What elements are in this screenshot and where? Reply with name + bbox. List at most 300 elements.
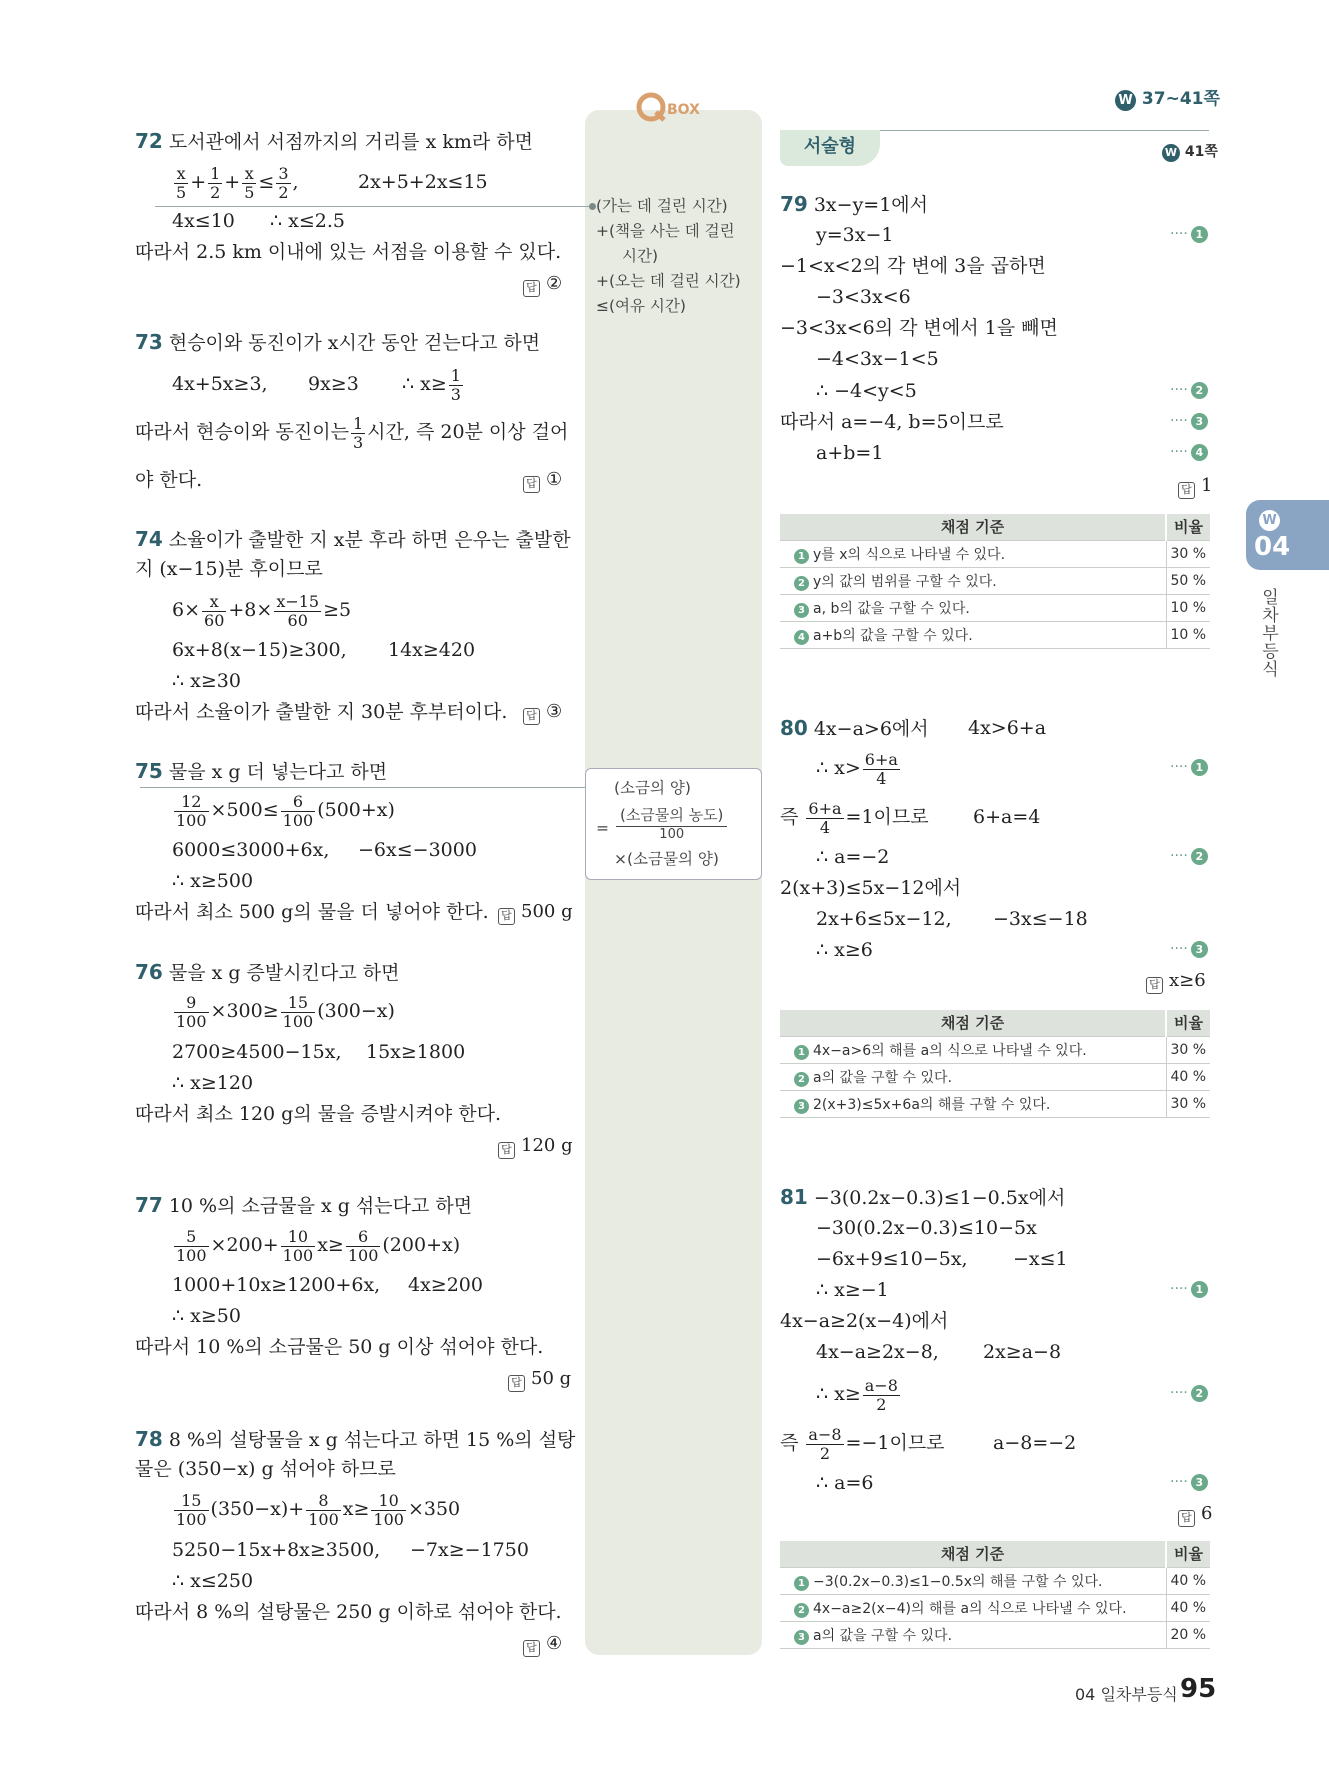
expr: −3(0.2x−0.3)≤1−0.5x에서: [813, 1187, 1066, 1209]
criteria-pct: 40 %: [1166, 1063, 1210, 1090]
q-note-line: +(오는 데 걸린 시간): [596, 272, 741, 290]
problem-81-line5b: 2x≥a−8: [983, 1341, 1062, 1363]
problem-80-line2c: 6+a=4: [973, 806, 1041, 828]
problem-72-answer: [523, 272, 562, 297]
expr: (350−x)+: [210, 1498, 305, 1520]
problem-81-line8: ∴ a=6: [816, 1472, 874, 1494]
connector-line: [140, 787, 586, 788]
problem-80-line0b: 4x>6+a: [968, 717, 1047, 739]
fraction: [274, 593, 321, 630]
problem-text: 도서관에서 서점까지의 거리를 x km라 하면: [168, 131, 533, 153]
criteria-header: 채점 기준: [780, 1541, 1166, 1567]
problem-74-intro: [135, 527, 571, 552]
problem-text: 물을 x g 증발시킨다고 하면: [168, 962, 400, 984]
fraction: [276, 165, 290, 202]
fraction: [806, 1426, 843, 1463]
expr: 즉: [780, 1432, 799, 1454]
frac-den: 5: [244, 182, 255, 202]
criteria-ratio-header: 비율: [1166, 1010, 1210, 1036]
expr: (500+x): [317, 799, 395, 821]
problem-78-intro2: 물은 (350−x) g 섞어야 하므로: [135, 1458, 396, 1480]
criteria-row: [780, 1567, 1210, 1594]
fraction: [806, 800, 843, 837]
text: 시간, 즉 20분 이상 걸어: [367, 421, 569, 443]
q-note-line: 시간): [622, 247, 658, 265]
section-label: [780, 130, 880, 166]
problem-76-conclusion: 따라서 최소 120 g의 물을 증발시켜야 한다.: [135, 1103, 502, 1125]
problem-text: 8 %의 설탕물을 x g 섞는다고 하면 15 %의 설탕: [168, 1429, 576, 1451]
frac-num: 6: [281, 793, 316, 812]
problem-number: 77: [135, 1193, 163, 1217]
expr: 4x−a>6에서: [813, 718, 929, 740]
problem-80-line6: ∴ x≥6: [816, 939, 873, 961]
expr: 즉: [780, 806, 799, 828]
frac-num: 3: [278, 163, 289, 183]
expr: ×350: [407, 1498, 461, 1520]
frac-den: 3: [352, 432, 364, 452]
problem-79-line1: y=3x−1: [816, 224, 894, 246]
q-logo-icon: [636, 92, 666, 122]
problem-75-line1: [172, 790, 395, 830]
connector-line: [155, 206, 591, 207]
q-note-salt-num: (소금물의 농도): [616, 804, 727, 827]
criteria-pct: 30 %: [1166, 1036, 1210, 1063]
frac-den: 2: [876, 1394, 887, 1414]
fraction: [174, 1492, 209, 1529]
problem-75-conclusion: 따라서 최소 500 g의 물을 더 넣어야 한다.: [135, 901, 489, 923]
frac-den: 100: [176, 1245, 207, 1265]
section-ref: [1162, 141, 1218, 162]
problem-number: 79: [780, 192, 808, 216]
answer-value: ①: [546, 469, 563, 490]
criteria-text: a의 값을 구할 수 있다.: [813, 1627, 953, 1644]
step-marker: [1170, 1474, 1208, 1491]
q-box-logo-text: BOX: [667, 102, 700, 118]
problem-73-answer: [523, 468, 562, 493]
problem-78-line2a: 5250−15x+8x≥3500,: [172, 1539, 381, 1561]
criteria-ratio-header: 비율: [1166, 1541, 1210, 1567]
problem-79-line7: 따라서 a=−4, b=5이므로: [780, 411, 1004, 433]
problem-79-line6: ∴ −4<y<5: [816, 380, 917, 402]
criteria-text: a+b의 값을 구할 수 있다.: [813, 627, 973, 644]
answer-icon: 답: [1146, 977, 1163, 994]
criteria-header: 채점 기준: [780, 1010, 1166, 1036]
criteria-text: 4x−a>6의 해를 a의 식으로 나타낼 수 있다.: [813, 1042, 1087, 1059]
answer-value: x≥6: [1169, 970, 1206, 991]
problem-79-answer: [1178, 474, 1212, 499]
frac-num: 6+a: [864, 749, 898, 769]
step-number-icon: 2: [1191, 848, 1208, 865]
fraction: [174, 1228, 209, 1265]
problem-77-intro: [135, 1193, 472, 1218]
frac-den: 100: [282, 1011, 314, 1031]
answer-icon: 답: [523, 708, 540, 725]
problem-76-intro: [135, 960, 399, 985]
expr: ×300≥: [210, 1000, 279, 1022]
step-arrow: ····: [1170, 848, 1188, 864]
criteria-number-icon: 2: [794, 576, 809, 591]
footer-chapter: 04 일차부등식: [1075, 1685, 1178, 1704]
q-note-line: ≤(여유 시간): [596, 297, 686, 315]
criteria-table-80: [780, 1010, 1210, 1118]
step-arrow: ····: [1170, 226, 1188, 242]
step-marker: [1170, 848, 1208, 865]
fraction: [371, 1492, 406, 1529]
frac-num: x: [202, 593, 226, 612]
chapter-tab-badge: [1259, 509, 1280, 531]
criteria-row: [780, 621, 1210, 648]
problem-74-intro2: 지 (x−15)분 후이므로: [135, 558, 323, 580]
criteria-table-81: [780, 1541, 1210, 1649]
problem-81-line0: [780, 1185, 1065, 1210]
operator: +: [190, 171, 207, 193]
problem-text: 물을 x g 더 넣는다고 하면: [168, 761, 388, 783]
criteria-text: 4x−a≥2(x−4)의 해를 a의 식으로 나타낼 수 있다.: [813, 1600, 1127, 1617]
fraction: [174, 793, 209, 830]
frac-den: 60: [204, 610, 225, 630]
answer-icon: 답: [498, 908, 515, 925]
criteria-number-icon: 3: [794, 603, 809, 618]
fraction: [863, 751, 900, 788]
problem-77-line1: [172, 1225, 460, 1265]
step-number-icon: 4: [1191, 444, 1208, 461]
problem-81-line6: [816, 1374, 902, 1414]
criteria-pct: 40 %: [1166, 1594, 1210, 1621]
problem-76-answer: [498, 1134, 573, 1159]
answer-icon: 답: [1178, 1510, 1195, 1527]
frac-den: 2: [819, 1443, 831, 1463]
problem-81-line7: [780, 1423, 945, 1463]
problem-72-intro: [135, 129, 533, 154]
step-marker: [1170, 1281, 1208, 1298]
problem-72-line1-rest: 2x+5+2x≤15: [358, 171, 488, 193]
criteria-pct: 50 %: [1166, 567, 1210, 594]
criteria-row: [780, 1594, 1210, 1621]
answer-value: 500 g: [521, 901, 573, 922]
problem-74-answer: [523, 700, 562, 725]
answer-icon: 답: [1178, 482, 1195, 499]
problem-81-line5a: 4x−a≥2x−8,: [816, 1341, 939, 1363]
step-marker: [1170, 1385, 1208, 1402]
page-number: 95: [1180, 1674, 1217, 1704]
criteria-number-icon: 2: [794, 1072, 809, 1087]
criteria-text: y를 x의 식으로 나타낼 수 있다.: [813, 546, 1006, 563]
problem-77-line2b: 4x≥200: [408, 1274, 483, 1296]
fraction: [346, 1228, 381, 1265]
q-box-logo: [636, 92, 700, 126]
criteria-header: 채점 기준: [780, 514, 1166, 540]
expr: x≥: [342, 1498, 370, 1520]
q-note-salt-top: (소금의 양): [614, 779, 691, 797]
expr: ∴ x≥: [402, 373, 447, 395]
problem-73-conclusion2: 야 한다.: [135, 469, 203, 491]
problem-79-line0: [780, 192, 928, 217]
operator: ≤: [258, 171, 275, 193]
problem-77-answer: [508, 1367, 571, 1392]
problem-75-line2a: 6000≤3000+6x,: [172, 839, 330, 861]
section-ref-page: 41쪽: [1184, 144, 1218, 160]
problem-80-line5a: 2x+6≤5x−12,: [816, 908, 952, 930]
step-number-icon: 2: [1191, 382, 1208, 399]
answer-icon: 답: [523, 476, 540, 493]
operator: ≥5: [323, 599, 352, 621]
problem-number: 81: [780, 1185, 808, 1209]
frac-den: 100: [176, 1509, 207, 1529]
frac-num: 1: [352, 413, 364, 433]
problem-79-line8: a+b=1: [816, 442, 884, 464]
frac-num: a−8: [808, 1424, 842, 1444]
criteria-row: [780, 1090, 1210, 1117]
criteria-text: a, b의 값을 구할 수 있다.: [813, 600, 970, 617]
step-number-icon: 3: [1191, 941, 1208, 958]
frac-num: 1: [210, 163, 221, 183]
q-note-salt-eq: =: [596, 819, 609, 837]
answer-icon: 답: [498, 1142, 515, 1159]
operator: +8×: [228, 599, 273, 621]
problem-78-line2b: −7x≥−1750: [410, 1539, 529, 1561]
problem-text: 10 %의 소금물을 x g 섞는다고 하면: [168, 1195, 473, 1217]
frac-den: 100: [176, 1011, 207, 1031]
frac-num: 5: [174, 1228, 209, 1247]
fraction: [351, 415, 365, 452]
step-number-icon: 1: [1191, 759, 1208, 776]
q-note-line: +(책을 사는 데 걸린: [596, 222, 735, 240]
problem-73-line1a: 4x+5x≥3,: [172, 373, 268, 395]
problem-73-conclusion: [135, 412, 568, 452]
problem-81-line2b: −x≤1: [1013, 1248, 1068, 1270]
step-marker: [1170, 444, 1208, 461]
criteria-number-icon: 1: [794, 1576, 809, 1591]
problem-81-line7c: a−8=−2: [993, 1432, 1077, 1454]
problem-79-line3: −3<3x<6: [816, 286, 911, 308]
step-marker: [1170, 941, 1208, 958]
criteria-number-icon: 2: [794, 1603, 809, 1618]
problem-76-line3: ∴ x≥120: [172, 1072, 254, 1094]
step-number-icon: 1: [1191, 226, 1208, 243]
step-arrow: ····: [1170, 413, 1188, 429]
answer-icon: 답: [523, 280, 540, 297]
step-marker: [1170, 759, 1208, 776]
problem-77-line3: ∴ x≥50: [172, 1305, 241, 1327]
operator: +: [224, 171, 241, 193]
criteria-pct: 30 %: [1166, 540, 1210, 567]
problem-74-line2a: 6x+8(x−15)≥300,: [172, 639, 347, 661]
criteria-row: [780, 594, 1210, 621]
frac-den: 100: [176, 810, 207, 830]
expr: (300−x): [317, 1000, 395, 1022]
answer-value: 6: [1201, 1503, 1213, 1524]
problem-75-line2b: −6x≤−3000: [358, 839, 477, 861]
frac-den: 100: [373, 1509, 404, 1529]
page-range-text: 37~41쪽: [1141, 89, 1220, 109]
problem-number: 74: [135, 527, 163, 551]
problem-76-line2a: 2700≥4500−15x,: [172, 1041, 342, 1063]
criteria-number-icon: 3: [794, 1099, 809, 1114]
frac-den: 4: [876, 768, 887, 788]
expr: ∴ x≥: [816, 1383, 861, 1405]
answer-value: ④: [546, 1633, 563, 1654]
connector-dot: [589, 203, 596, 210]
problem-78-line3: ∴ x≤250: [172, 1570, 254, 1592]
problem-text: 현승이와 동진이가 x시간 동안 걷는다고 하면: [168, 332, 541, 354]
q-note-salt-den: 100: [659, 827, 685, 842]
frac-num: 9: [174, 994, 209, 1013]
expr: =−1이므로: [845, 1432, 945, 1454]
expr: (200+x): [382, 1234, 461, 1256]
step-marker: [1170, 413, 1208, 430]
frac-num: a−8: [864, 1375, 898, 1395]
page-range: [1115, 84, 1220, 111]
expr: ×200+: [210, 1234, 279, 1256]
criteria-number-icon: 3: [794, 1630, 809, 1645]
expr: ∴ x>: [816, 757, 861, 779]
problem-74-line3: ∴ x≥30: [172, 670, 241, 692]
problem-72-line2a: 4x≤10: [172, 210, 235, 232]
problem-74-line2b: 14x≥420: [388, 639, 476, 661]
problem-78-answer: [523, 1632, 562, 1657]
frac-num: 15: [174, 1492, 209, 1511]
fraction: [306, 1492, 341, 1529]
q-note-salt-rest: ×(소금물의 양): [614, 850, 719, 868]
operator: 6×: [172, 599, 201, 621]
criteria-row: [780, 1036, 1210, 1063]
frac-num: 6: [346, 1228, 381, 1247]
problem-77-line2a: 1000+10x≥1200+6x,: [172, 1274, 381, 1296]
step-arrow: ····: [1170, 444, 1188, 460]
problem-75-answer: [498, 900, 573, 925]
fraction: [863, 1377, 900, 1414]
problem-72-line2b: ∴ x≤2.5: [270, 210, 345, 232]
problem-76-line2b: 15x≥1800: [366, 1041, 466, 1063]
step-arrow: ····: [1170, 759, 1188, 775]
step-arrow: ····: [1170, 941, 1188, 957]
frac-den: 2: [210, 182, 221, 202]
frac-den: 2: [278, 182, 289, 202]
problem-number: 75: [135, 759, 163, 783]
problem-76-line1: [172, 991, 395, 1031]
fraction: [202, 593, 226, 630]
problem-number: 76: [135, 960, 163, 984]
step-arrow: ····: [1170, 1385, 1188, 1401]
answer-icon: 답: [523, 1640, 540, 1657]
q-note-salt-fraction: [616, 804, 727, 843]
step-arrow: ····: [1170, 382, 1188, 398]
expr: x≥: [317, 1234, 344, 1256]
step-number-icon: 1: [1191, 1281, 1208, 1298]
criteria-table-79: [780, 514, 1210, 649]
problem-79-line5: −4<3x−1<5: [816, 348, 939, 370]
criteria-text: y의 값의 범위를 구할 수 있다.: [813, 573, 997, 590]
step-arrow: ····: [1170, 1474, 1188, 1490]
q-box-column: [585, 110, 762, 1655]
w-badge-icon: W: [1259, 510, 1280, 531]
problem-77-conclusion: 따라서 10 %의 소금물은 50 g 이상 섞어야 한다.: [135, 1336, 544, 1358]
problem-number: 80: [780, 716, 808, 740]
problem-74-line1: [172, 590, 351, 630]
fraction: [242, 165, 256, 202]
problem-80-line2: [780, 797, 929, 837]
problem-75-intro: [135, 759, 387, 784]
criteria-pct: 10 %: [1166, 594, 1210, 621]
q-note-line: (가는 데 걸린 시간): [596, 197, 728, 215]
operator: ,: [292, 171, 299, 193]
criteria-pct: 10 %: [1166, 621, 1210, 648]
problem-81-line3: ∴ x≥−1: [816, 1279, 889, 1301]
w-badge-icon: W: [1162, 144, 1180, 162]
problem-73-intro: [135, 330, 540, 355]
criteria-row: [780, 1621, 1210, 1648]
answer-value: 1: [1201, 475, 1213, 496]
fraction: [281, 793, 316, 830]
problem-81-line2a: −6x+9≤10−5x,: [816, 1248, 968, 1270]
frac-den: 60: [287, 610, 308, 630]
problem-78-conclusion: 따라서 8 %의 설탕물은 250 g 이하로 섞어야 한다.: [135, 1601, 562, 1623]
criteria-pct: 30 %: [1166, 1090, 1210, 1117]
expr: 3x−y=1에서: [813, 194, 929, 216]
frac-num: 1: [450, 365, 461, 385]
criteria-ratio-header: 비율: [1166, 514, 1210, 540]
problem-72-conclusion: 따라서 2.5 km 이내에 있는 서점을 이용할 수 있다.: [135, 241, 562, 263]
q-note-travel-time: [596, 194, 741, 319]
fraction: [449, 367, 463, 404]
step-marker: [1170, 226, 1208, 243]
criteria-row: [780, 567, 1210, 594]
step-number-icon: 3: [1191, 413, 1208, 430]
step-marker: [1170, 382, 1208, 399]
problem-78-intro: [135, 1427, 575, 1452]
problem-81-answer: [1178, 1502, 1212, 1527]
frac-num: x−15: [276, 591, 320, 611]
criteria-pct: 40 %: [1166, 1567, 1210, 1594]
section-label-text: 서술형: [803, 136, 857, 157]
problem-text: 소율이가 출발한 지 x분 후라 하면 은우는 출발한: [168, 529, 571, 551]
frac-num: 10: [281, 1228, 316, 1247]
criteria-row: [780, 1063, 1210, 1090]
step-number-icon: 3: [1191, 1474, 1208, 1491]
fraction: [208, 165, 222, 202]
criteria-text: a의 값을 구할 수 있다.: [813, 1069, 953, 1086]
problem-79-line4: −3<3x<6의 각 변에서 1을 빼면: [780, 317, 1058, 339]
frac-num: 8: [306, 1492, 341, 1511]
problem-81-line1: −30(0.2x−0.3)≤10−5x: [816, 1217, 1037, 1239]
criteria-pct: 20 %: [1166, 1621, 1210, 1648]
frac-den: 100: [282, 810, 314, 830]
chapter-tab-number: 04: [1254, 532, 1291, 562]
expr: ×500≤: [210, 799, 279, 821]
problem-75-line3: ∴ x≥500: [172, 870, 254, 892]
problem-73-line1c: [402, 364, 465, 404]
frac-den: 100: [308, 1509, 339, 1529]
problem-80-line3: ∴ a=−2: [816, 846, 890, 868]
step-arrow: ····: [1170, 1281, 1188, 1297]
problem-80-answer: [1146, 969, 1206, 994]
frac-num: 15: [281, 994, 316, 1013]
expr: =1이므로: [845, 806, 929, 828]
problem-81-line4: 4x−a≥2(x−4)에서: [780, 1310, 949, 1332]
problem-80-line1: [816, 748, 902, 788]
criteria-number-icon: 4: [794, 630, 809, 645]
answer-value: 50 g: [531, 1368, 572, 1389]
fraction: [281, 994, 316, 1031]
fraction: [174, 165, 188, 202]
section-header-line: [880, 130, 1209, 131]
frac-num: x: [242, 165, 256, 184]
w-badge-icon: W: [1115, 90, 1136, 111]
answer-icon: 답: [508, 1375, 525, 1392]
problem-number: 73: [135, 330, 163, 354]
problem-80-line5b: −3x≤−18: [993, 908, 1088, 930]
text: 따라서 현승이와 동진이는: [135, 421, 349, 443]
